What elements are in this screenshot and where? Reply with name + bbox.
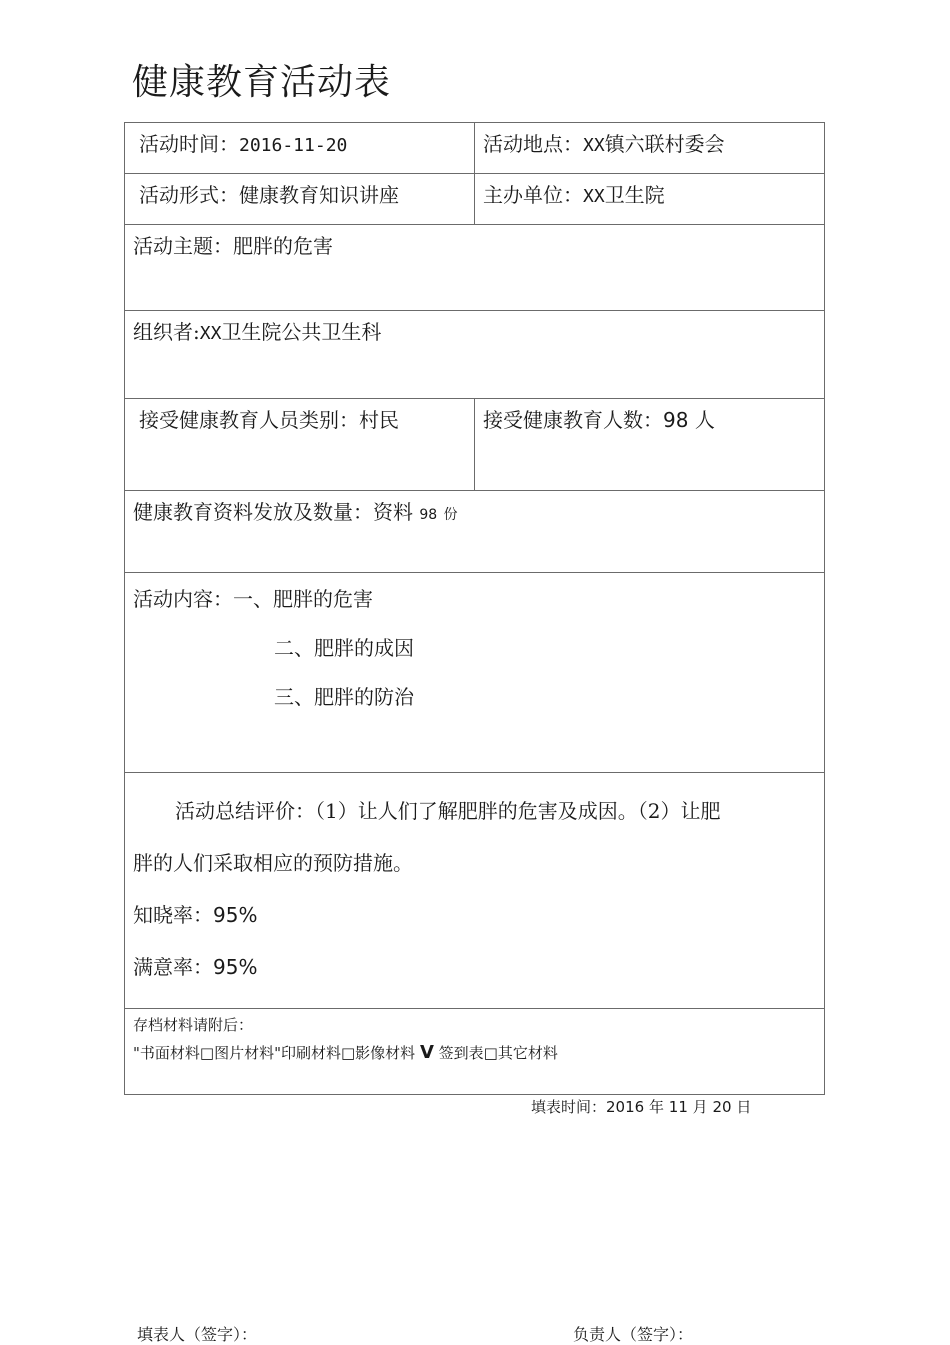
audience-count-value: 98 [663, 408, 689, 432]
cell-audience-type [125, 399, 475, 491]
activity-location-value: 镇六联村委会 [604, 132, 725, 156]
theme-label: 活动主题： [133, 234, 233, 258]
materials-label: 健康教育资料发放及数量： [133, 500, 373, 524]
fill-date-year: 2016 [606, 1098, 645, 1116]
materials-count: 98 [419, 507, 438, 523]
cell-materials [125, 491, 825, 573]
activity-form-value: 健康教育知识讲座 [239, 183, 399, 207]
awareness-label: 知晓率： [133, 903, 213, 927]
fill-date-day: 20 [712, 1098, 732, 1116]
archive-items-a: "书面材料□图片材料"印刷材料□影像材料 [133, 1044, 416, 1062]
content-item-2: 二、肥胖的成因 [274, 636, 414, 660]
content-label: 活动内容： [133, 587, 233, 611]
host-unit-prefix: XX [583, 186, 605, 207]
row-archive [125, 1009, 825, 1095]
archive-label: 存档材料请附后： [133, 1016, 254, 1034]
organizer-label: 组织者: [133, 320, 200, 344]
cell-organizer [125, 311, 825, 399]
activity-location-prefix: XX [583, 135, 605, 156]
filler-signature-label: 填表人（签字）： [137, 1325, 258, 1344]
row-time-location [125, 123, 825, 174]
satisfaction-label: 满意率： [133, 955, 213, 979]
cell-audience-count [475, 399, 825, 491]
cell-activity-location [475, 123, 825, 174]
activity-time-value: 2016-11-20 [239, 135, 348, 156]
page-title: 健康教育活动表 [132, 62, 392, 103]
fill-date-day-unit: 日 [736, 1098, 752, 1116]
summary-text-2: 胖的人们采取相应的预防措施。 [133, 851, 413, 875]
row-content [125, 573, 825, 773]
cell-archive [125, 1009, 825, 1095]
row-organizer [125, 311, 825, 399]
cell-activity-form [125, 174, 475, 225]
row-materials [125, 491, 825, 573]
fill-date-month: 11 [668, 1098, 688, 1116]
cell-summary [125, 773, 825, 1009]
audience-type-value: 村民 [359, 408, 399, 432]
row-form-host [125, 174, 825, 225]
awareness-value: 95% [213, 903, 258, 927]
cell-theme [125, 225, 825, 311]
theme-value: 肥胖的危害 [233, 234, 333, 258]
audience-count-unit: 人 [694, 408, 715, 432]
activity-form-label: 活动形式： [139, 183, 239, 207]
organizer-prefix: XX [199, 323, 222, 344]
activity-form-table [124, 122, 825, 1095]
audience-type-label: 接受健康教育人员类别： [139, 408, 359, 432]
activity-location-label: 活动地点： [483, 132, 583, 156]
content-item-3: 三、肥胖的防治 [274, 685, 414, 709]
content-item-1: 一、肥胖的危害 [233, 587, 373, 611]
fill-date [531, 1096, 751, 1117]
cell-content [125, 573, 825, 773]
cell-activity-time [125, 123, 475, 174]
materials-prefix: 资料 [373, 500, 413, 524]
host-unit-label: 主办单位： [483, 183, 583, 207]
organizer-value: 卫生院公共卫生科 [221, 320, 382, 344]
archive-items-b: 签到表□其它材料 [438, 1044, 558, 1062]
row-audience [125, 399, 825, 491]
fill-date-label: 填表时间： [531, 1098, 607, 1116]
row-theme [125, 225, 825, 311]
cell-host-unit [475, 174, 825, 225]
summary-label: 活动总结评价： [175, 799, 315, 823]
fill-date-year-unit: 年 [648, 1098, 664, 1116]
summary-text-1: （1）让人们了解肥胖的危害及成因。（2）让肥 [315, 799, 721, 823]
responsible-signature-label: 负责人（签字）： [573, 1325, 694, 1344]
fill-date-month-unit: 月 [692, 1098, 708, 1116]
activity-time-label: 活动时间： [139, 132, 239, 156]
satisfaction-value: 95% [213, 955, 258, 979]
row-summary [125, 773, 825, 1009]
host-unit-value: 卫生院 [604, 183, 665, 207]
audience-count-label: 接受健康教育人数： [483, 408, 663, 432]
check-mark-icon: V [419, 1042, 434, 1063]
materials-unit: 份 [443, 507, 458, 523]
